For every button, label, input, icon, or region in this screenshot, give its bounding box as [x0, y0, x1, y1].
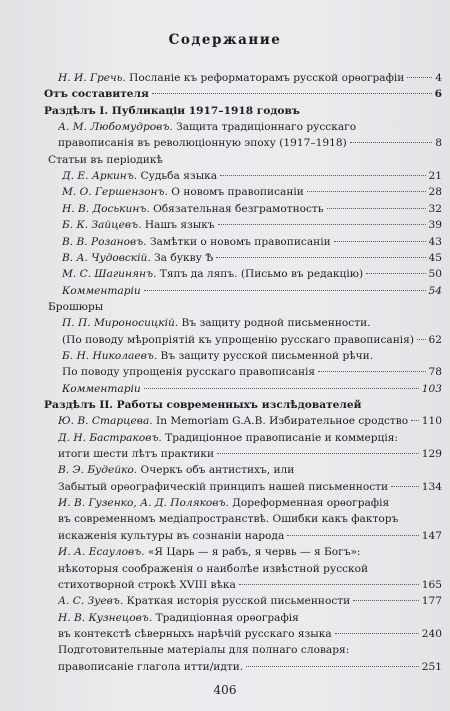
entry-text: [44, 86, 149, 102]
toc-entry: [58, 135, 442, 151]
entry-title: Замѣтки о новомъ правописаніи: [146, 235, 331, 248]
entry-text: [44, 103, 300, 119]
toc-entry: [44, 397, 442, 413]
entry-text: [62, 315, 371, 331]
entry-title: правописанія въ революціонную эпоху (1917–1918): [58, 137, 347, 150]
dot-leader: [216, 257, 425, 258]
entry-text: [58, 544, 361, 560]
toc-entry: [58, 495, 442, 511]
toc-entry: [48, 299, 442, 315]
entry-title: Дореформенная орѳографія: [228, 497, 390, 510]
entry-author: Н. И. Гречь.: [58, 72, 126, 84]
toc-entry: [62, 315, 442, 331]
entry-author: Д. Н. Бастраковъ.: [58, 431, 162, 444]
dot-leader: [417, 339, 426, 340]
entry-author: Н. В. Кузнецовъ.: [58, 611, 153, 624]
entry-text: [62, 168, 217, 184]
entry-title: Забытый орѳографическій принципъ нашей письменности: [58, 480, 389, 493]
entry-text: [58, 430, 398, 446]
entry-text: [58, 610, 299, 626]
entry-title: Раздѣлъ II. Работы современныхъ изслѣдователей: [44, 399, 362, 411]
toc-entry: [58, 446, 442, 462]
entry-title: Въ защиту родной письменности.: [178, 317, 371, 330]
entry-page: 54: [428, 284, 442, 297]
entry-text: [58, 561, 368, 577]
entry-title: итоги шести лѣтъ практики: [58, 448, 215, 461]
entry-text: [62, 250, 213, 266]
entry-title: нѣкоторыя соображенія о наиболѣе извѣстной русской: [58, 562, 369, 575]
entry-page: 177: [421, 595, 442, 608]
entry-title: «Я Царь — я рабъ, я червь — я Богъ»:: [144, 546, 361, 559]
dot-leader: [287, 535, 419, 536]
toc-entry: [58, 413, 442, 429]
entry-text: [58, 413, 408, 429]
toc-entry: [62, 348, 442, 364]
dot-leader: [391, 486, 419, 487]
entry-title: Обязательная безграмотность: [149, 202, 324, 215]
toc-entry: [58, 593, 442, 609]
entry-title: Нашъ языкъ: [141, 219, 215, 232]
entry-page: 165: [421, 578, 442, 591]
toc-entry: [62, 266, 442, 282]
toc-entry: [62, 201, 442, 217]
toc-entry: [58, 70, 442, 86]
entry-author: М. О. Гершензонъ.: [62, 186, 168, 199]
entry-text: [62, 217, 215, 233]
toc-entry: [58, 430, 442, 446]
toc-entry: [62, 184, 442, 200]
entry-text: [62, 381, 141, 397]
entry-page: 251: [421, 660, 442, 673]
dot-leader: [246, 666, 419, 667]
entry-page: 39: [428, 219, 442, 232]
entry-text: [58, 659, 243, 675]
entry-text: [58, 462, 294, 478]
entry-title: Традиціонная орѳографія: [152, 611, 299, 624]
entry-text: [62, 283, 141, 299]
entry-page: 45: [428, 251, 442, 264]
toc-entry: [62, 234, 442, 250]
entry-author: Б. Н. Николаевъ.: [62, 349, 158, 362]
toc-entry: [58, 626, 442, 642]
entry-author: Д. Е. Аркинъ.: [62, 170, 138, 183]
dot-leader: [152, 93, 432, 94]
entry-title: правописаніе глагола итти/идти.: [58, 660, 244, 673]
entry-author: И. А. Есауловъ.: [58, 546, 145, 559]
toc-entry: [58, 119, 442, 135]
dot-leader: [307, 191, 426, 192]
entry-author: Ю. В. Старцева.: [58, 415, 153, 428]
entry-author: В. В. Розановъ.: [62, 235, 147, 248]
entry-page: 110: [421, 415, 442, 428]
entry-text: [62, 266, 363, 282]
entry-title: Комментаріи: [62, 382, 141, 395]
dot-leader: [218, 224, 426, 225]
toc-entry: [62, 332, 442, 348]
entry-title: Подготовительные матеріалы для полнаго словаря:: [58, 644, 350, 657]
entry-title: стихотворной строкѣ XVIII вѣка: [58, 578, 236, 591]
entry-text: [58, 495, 389, 511]
entry-author: В. Э. Будейко.: [58, 464, 138, 477]
entry-title: Комментаріи: [62, 284, 141, 297]
dot-leader: [239, 584, 419, 585]
entry-page: 103: [421, 382, 442, 395]
entry-text: [58, 593, 350, 609]
toc-entry: [58, 511, 442, 527]
dot-leader: [144, 388, 419, 389]
entry-text: [62, 234, 331, 250]
entry-title: Брошюры: [48, 300, 104, 313]
entry-title: Раздѣлъ I. Публикаціи 1917–1918 годовъ: [44, 104, 300, 117]
toc-entry: [58, 462, 442, 478]
entry-page: 6: [434, 88, 442, 101]
dot-leader: [366, 273, 425, 274]
toc-entry: [58, 642, 442, 658]
entry-title: Посланіе къ реформаторамъ русской орѳографіи: [125, 72, 405, 84]
entry-title: О новомъ правописаніи: [167, 186, 304, 199]
entry-author: М. С. Шагинянъ.: [62, 268, 157, 281]
dot-leader: [327, 208, 426, 209]
dot-leader: [335, 633, 419, 634]
dot-leader: [220, 175, 425, 176]
entry-title: Краткая исторія русской письменности: [123, 595, 351, 608]
toc-entry: [44, 103, 442, 119]
entry-text: [48, 152, 163, 168]
entry-text: [48, 299, 103, 315]
page-number: 406: [213, 683, 237, 697]
toc-entry: [58, 610, 442, 626]
entry-text: [62, 201, 324, 217]
entry-text: [58, 626, 332, 642]
toc-entry: [58, 577, 442, 593]
entry-title: въ современномъ медіапространствѣ. Ошибки какъ факторъ: [58, 513, 399, 526]
entry-title: Статьи въ періодикѣ: [48, 153, 163, 166]
entry-title: Очеркъ объ антистихъ, или: [137, 464, 295, 477]
entry-page: 147: [421, 529, 442, 542]
toc-entry: [58, 659, 442, 675]
entry-text: [58, 528, 284, 544]
entry-title: По поводу упрощенія русскаго правописанія: [62, 366, 316, 379]
entry-title: Судьба языка: [137, 170, 218, 183]
entry-page: 50: [428, 268, 442, 281]
toc-entry: [48, 152, 442, 168]
dot-leader: [350, 142, 433, 143]
entry-text: [62, 348, 373, 364]
dot-leader: [411, 420, 419, 421]
entry-title: Защита традиціоннаго русскаго: [172, 121, 357, 134]
toc-entry: [62, 283, 442, 299]
contents-heading: Содержание: [168, 32, 282, 48]
toc-entry: [58, 479, 442, 495]
entry-page: 129: [421, 448, 442, 461]
entry-title: искаженія культуры въ сознаніи народа: [58, 529, 285, 542]
entry-page: 43: [428, 235, 442, 248]
entry-page: 134: [421, 480, 442, 493]
entry-title: Отъ составителя: [44, 88, 149, 101]
entry-text: [62, 332, 414, 348]
entry-page: 4: [435, 72, 442, 84]
entry-author: И. В. Гузенко, А. Д. Поляковъ.: [58, 497, 229, 510]
dot-leader: [318, 371, 425, 372]
entry-page: 8: [435, 137, 442, 150]
entry-text: [62, 184, 304, 200]
entry-text: [58, 642, 349, 658]
toc-entry: [62, 250, 442, 266]
toc-entry: [44, 86, 442, 102]
toc-entry: [62, 381, 442, 397]
toc-entry: [62, 168, 442, 184]
dot-leader: [334, 241, 426, 242]
entry-author: Б. К. Зайцевъ.: [62, 219, 142, 232]
dot-leader: [144, 290, 426, 291]
entry-title: въ контекстѣ сѣверныхъ нарѣчій русскаго языка: [58, 627, 332, 640]
entry-text: [62, 364, 315, 380]
toc-entry: [58, 561, 442, 577]
entry-page: 240: [421, 627, 442, 640]
entry-author: Н. В. Доськинъ.: [62, 202, 150, 215]
entry-author: А. М. Любомудровъ.: [58, 121, 173, 134]
toc-entry: [58, 528, 442, 544]
entry-text: [58, 511, 398, 527]
entry-text: [58, 70, 404, 86]
entry-text: [58, 446, 214, 462]
entry-title: In Memoriam G.A.B. Избирательное сродство: [152, 415, 409, 428]
toc-entry: [58, 544, 442, 560]
entry-text: [44, 397, 361, 413]
entry-title: Въ защиту русской письменной рѣчи.: [157, 349, 374, 362]
entry-page: 28: [428, 186, 442, 199]
entry-author: В. А. Чудовскій.: [62, 251, 151, 264]
dot-leader: [407, 77, 432, 78]
entry-text: [58, 479, 388, 495]
entry-page: 21: [428, 170, 442, 183]
entry-title: (По поводу мѣропріятій къ упрощенію русскаго правописанія): [62, 333, 414, 346]
toc-entry: [62, 217, 442, 233]
entry-page: 32: [428, 202, 442, 215]
entry-title: За букву Ѣ: [150, 251, 214, 264]
dot-leader: [353, 600, 419, 601]
entry-title: Традиціонное правописаніе и коммерція:: [161, 431, 398, 444]
entry-title: Тяпъ да ляпъ. (Письмо въ редакцію): [156, 268, 364, 281]
toc-entry: [62, 364, 442, 380]
entry-page: 78: [428, 366, 442, 379]
entry-page: 62: [428, 333, 442, 346]
dot-leader: [217, 453, 419, 454]
entry-text: [58, 577, 236, 593]
entry-author: А. С. Зуевъ.: [58, 595, 124, 608]
entry-text: [58, 119, 356, 135]
entry-author: П. П. Мироносицкій.: [62, 317, 179, 330]
entry-text: [58, 135, 347, 151]
